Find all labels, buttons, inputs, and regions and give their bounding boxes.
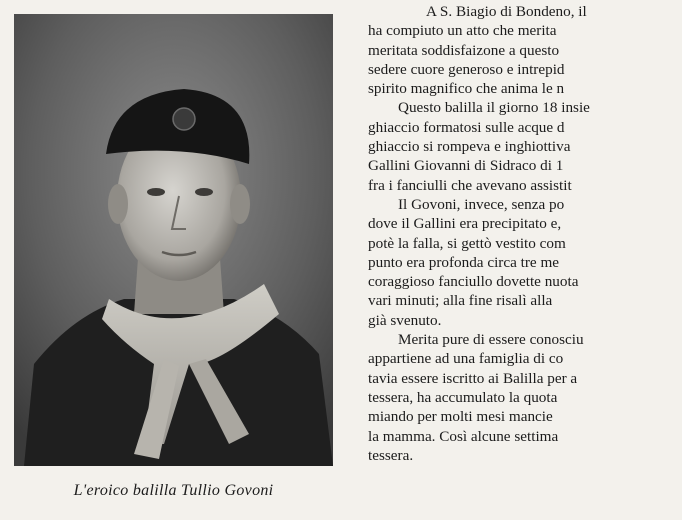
article-line: dove il Gallini era precipitato e, (368, 215, 562, 233)
article-line: Il Govoni, invece, senza po (398, 195, 565, 213)
article-line: già svenuto. (368, 311, 442, 329)
article-line: fra i fanciulli che avevano assistit (368, 176, 572, 194)
article-line: Questo balilla il giorno 18 insie (398, 99, 590, 117)
article-line: la mamma. Così alcune settima (368, 427, 559, 445)
article-line: appartiene ad una famiglia di co (368, 350, 564, 368)
article-line: sedere cuore generoso e intrepid (368, 60, 565, 78)
portrait-image (14, 14, 333, 466)
article-line: tavia essere iscritto ai Balilla per a (368, 369, 578, 387)
article-line: potè la falla, si gettò vestito com (368, 234, 566, 252)
article-text (368, 2, 682, 520)
article-line: spirito magnifico che anima le n (368, 80, 565, 98)
article-line: tessera. (368, 446, 414, 464)
article-line: A S. Biagio di Bondeno, il (426, 3, 587, 20)
article-line: meritata soddisfaizone a questo (368, 41, 560, 59)
article-line: ghiaccio si rompeva e inghiottiva (368, 138, 571, 156)
article-line: Gallini Giovanni di Sidraco di 1 (368, 157, 564, 175)
article-line: ha compiuto un atto che merita (368, 22, 557, 40)
article-line: Merita pure di essere conosciu (398, 331, 584, 349)
article-line: tessera, ha accumulato la quota (368, 388, 558, 406)
article-line: punto era profonda circa tre me (368, 253, 560, 271)
article-line: vari minuti; alla fine risalì alla (368, 292, 553, 310)
article-line: coraggioso fanciullo dovette nuota (368, 273, 579, 291)
portrait-photo (14, 14, 333, 466)
article-line: ghiaccio formatosi sulle acque d (368, 118, 565, 136)
article-line: miando per molti mesi mancie (368, 408, 553, 426)
photo-caption: L'eroico balilla Tullio Govoni (73, 482, 274, 499)
